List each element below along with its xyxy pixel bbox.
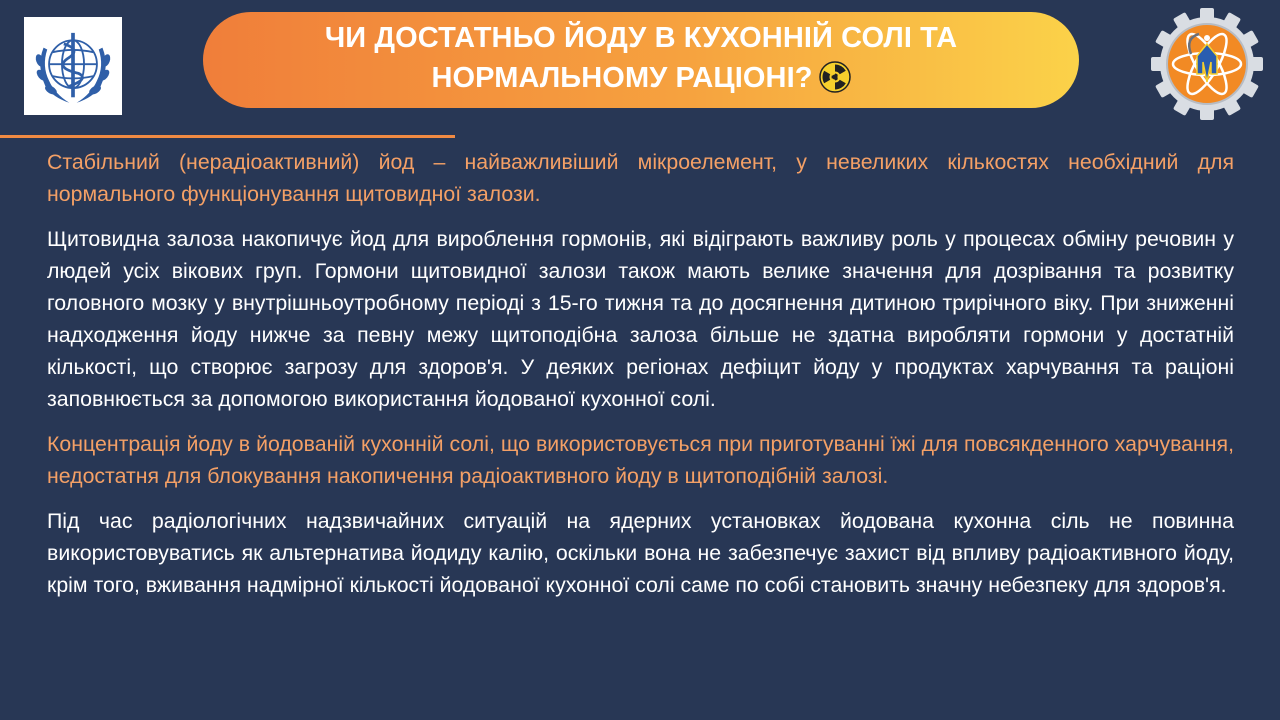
page-title-line-2-text: НОРМАЛЬНОМУ РАЦІОНІ? <box>431 62 813 94</box>
thyroid-paragraph: Щитовидна залоза накопичує йод для вироблення гормонів, які відіграють важливу роль у процесах обміну речовин у людей усіх вікових груп. Гормони щитовидної залози також мають велике значення для дозрівання та розвитку головного мозку у внутрішньоутробному періоді з 15-го тижня та до досягнення дитиною трирічного віку. При зниженні надходження йоду нижче за певну межу щитоподібна залоза більше не здатна виробляти гормони у достатній кількості, що створює загрозу для здоров'я. У деяких регіонах дефіцит йоду у продуктах харчування та раціоні заповнюється за допомогою використання йодованої кухонної солі. <box>47 227 1234 411</box>
page-title-line-1: ЧИ ДОСТАТНЬО ЙОДУ В КУХОННІЙ СОЛІ ТА <box>324 22 958 54</box>
page-title-line-2 <box>431 58 850 104</box>
atom-trident-emblem-icon <box>1146 6 1268 122</box>
who-emblem-icon <box>27 20 119 112</box>
title-banner <box>203 12 1079 108</box>
iodized-salt-paragraph: Концентрація йоду в йодованій кухонній солі, що використовується при приготуванні їжі для повсякденного харчування, недостатня для блокування накопичення радіоактивного йоду в щитоподібній залозі. <box>47 432 1234 488</box>
emergency-paragraph: Під час радіологічних надзвичайних ситуацій на ядерних установках йодована кухонна сіль не повинна використовуватись як альтернатива йодиду калію, оскільки вона не забезпечує захист від впливу радіоактивного йоду, крім того, вживання надмірної кількості йодованої кухонної солі саме по собі становить значну небезпеку для здоров'я. <box>47 509 1234 597</box>
intro-paragraph: Стабільний (нерадіоактивний) йод – найважливіший мікроелемент, у невеликих кількостях необхідний для нормального функціонування щитовидної залози. <box>47 150 1234 206</box>
right-logo <box>1146 6 1268 122</box>
article-body <box>47 146 1234 614</box>
radiation-icon <box>819 61 851 104</box>
who-logo <box>24 17 122 115</box>
header-divider <box>0 135 455 138</box>
